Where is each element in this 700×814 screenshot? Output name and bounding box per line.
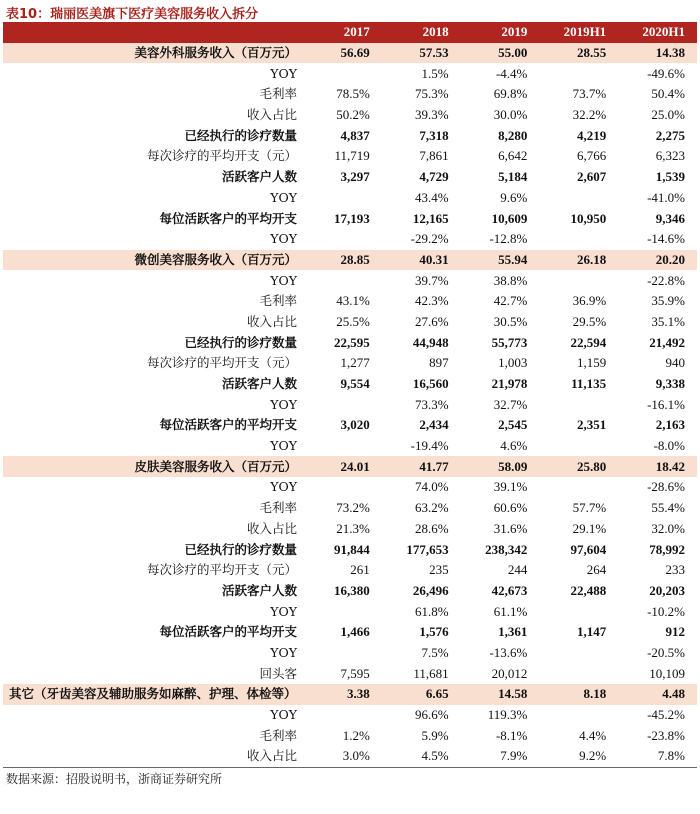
value-cell: 16,560 <box>412 376 449 392</box>
table-row <box>3 581 697 602</box>
value-cell: 3,297 <box>340 169 370 185</box>
value-cell <box>303 394 382 415</box>
value-cell: 9.6% <box>500 189 528 205</box>
row-label: YOY <box>270 272 297 288</box>
table-row <box>3 332 697 353</box>
value-cell: 235 <box>429 562 449 578</box>
value-cell: 36.9% <box>572 293 607 309</box>
table-row <box>3 643 697 664</box>
value-cell: 7.8% <box>657 748 685 764</box>
table-row <box>3 519 697 540</box>
column-header: 2020H1 <box>618 22 697 43</box>
row-label: YOY <box>270 189 297 205</box>
value-cell: 25.80 <box>539 456 618 477</box>
value-cell: 61.1% <box>493 603 528 619</box>
value-cell: 14.58 <box>461 684 540 705</box>
value-cell: 4.4% <box>579 727 607 743</box>
row-label: 活跃客户人数 <box>221 169 297 185</box>
row-label: 每次诊疗的平均开支（元） <box>146 355 297 371</box>
value-cell: 24.01 <box>303 456 382 477</box>
header-label-cell <box>3 22 303 43</box>
table-title: 表10：瑞丽医美旗下医疗美容服务收入拆分 <box>6 7 259 22</box>
value-cell: 26,496 <box>412 582 449 598</box>
value-cell: 10,109 <box>649 665 685 681</box>
value-cell: 6,323 <box>655 148 685 164</box>
value-cell: 238,342 <box>485 541 528 557</box>
table-row <box>3 291 697 312</box>
value-cell: -16.1% <box>647 396 685 412</box>
value-cell <box>303 270 382 291</box>
row-label: YOY <box>270 479 297 495</box>
row-label: 美容外科服务收入（百万元） <box>3 43 303 64</box>
value-cell: 3.38 <box>303 684 382 705</box>
value-cell: 73.3% <box>415 396 449 412</box>
row-label: 皮肤美容服务收入（百万元） <box>3 456 303 477</box>
value-cell: 42.7% <box>493 293 528 309</box>
value-cell: 1,003 <box>498 355 528 371</box>
value-cell: 78.5% <box>336 86 370 102</box>
value-cell: 11,681 <box>413 665 449 681</box>
row-label: 每位活跃客户的平均开支 <box>159 417 297 433</box>
value-cell: 63.2% <box>415 500 449 516</box>
value-cell: -22.8% <box>647 272 685 288</box>
table-row <box>3 208 697 229</box>
value-cell: -45.2% <box>647 707 685 723</box>
row-label: 收入占比 <box>246 313 297 329</box>
value-cell: 244 <box>507 562 528 578</box>
row-label: YOY <box>270 603 297 619</box>
value-cell: 22,594 <box>570 334 607 350</box>
row-label: YOY <box>270 65 297 81</box>
value-cell <box>539 477 618 498</box>
value-cell: 43.4% <box>415 189 449 205</box>
value-cell: 1.5% <box>421 65 449 81</box>
value-cell: 14.38 <box>618 43 697 64</box>
value-cell: 22,595 <box>334 334 370 350</box>
value-cell: 17,193 <box>334 210 370 226</box>
value-cell: 21,492 <box>649 334 685 350</box>
value-cell: 3.0% <box>342 748 370 764</box>
value-cell: 4,837 <box>340 127 370 143</box>
value-cell: 2,351 <box>576 417 607 433</box>
value-cell <box>539 229 618 250</box>
value-cell: 2,607 <box>576 169 607 185</box>
value-cell: 75.3% <box>415 86 449 102</box>
value-cell: 29.1% <box>572 520 607 536</box>
value-cell: 6,642 <box>498 148 528 164</box>
value-cell: -49.6% <box>647 65 685 81</box>
value-cell: 1,147 <box>576 624 607 640</box>
revenue-breakdown-table <box>3 22 697 768</box>
value-cell: 6.65 <box>382 684 461 705</box>
row-label: 每次诊疗的平均开支（元） <box>146 148 297 164</box>
table-row <box>3 270 697 291</box>
value-cell: 29.5% <box>572 313 607 329</box>
table-row <box>3 498 697 519</box>
value-cell: 60.6% <box>493 500 528 516</box>
value-cell: 97,604 <box>570 541 607 557</box>
table-row <box>3 436 697 457</box>
value-cell: 264 <box>586 562 607 578</box>
value-cell: 55,773 <box>491 334 528 350</box>
row-label: 活跃客户人数 <box>221 376 297 392</box>
value-cell: 55.4% <box>651 500 685 516</box>
value-cell: 10,950 <box>570 210 607 226</box>
value-cell <box>303 705 382 726</box>
value-cell <box>539 188 618 209</box>
value-cell: 32.2% <box>572 107 607 123</box>
column-header: 2019 <box>461 22 540 43</box>
value-cell: 42.3% <box>415 293 449 309</box>
value-cell <box>303 601 382 622</box>
value-cell: -23.8% <box>647 727 685 743</box>
value-cell: 1,277 <box>340 355 370 371</box>
value-cell: 56.69 <box>303 43 382 64</box>
value-cell: 4,219 <box>576 127 607 143</box>
table-row <box>3 601 697 622</box>
row-label: 毛利率 <box>259 727 297 743</box>
value-cell: -8.0% <box>653 438 685 454</box>
table-row <box>3 539 697 560</box>
section-row <box>3 684 697 705</box>
value-cell: 20.20 <box>618 250 697 271</box>
row-label: 每次诊疗的平均开支（元） <box>146 562 297 578</box>
value-cell <box>539 601 618 622</box>
value-cell: 1,539 <box>655 169 685 185</box>
value-cell: 8,280 <box>498 127 528 143</box>
row-label: 收入占比 <box>246 748 297 764</box>
value-cell <box>303 436 382 457</box>
value-cell: 4.5% <box>421 748 449 764</box>
row-label: YOY <box>270 231 297 247</box>
row-label: 活跃客户人数 <box>221 582 297 598</box>
value-cell: 50.2% <box>336 107 370 123</box>
row-label: 其它（牙齿美容及辅助服务如麻醉、护理、体检等） <box>3 684 303 705</box>
value-cell: 3,020 <box>340 417 370 433</box>
value-cell: 21,978 <box>491 376 528 392</box>
row-label: YOY <box>270 707 297 723</box>
row-label: 毛利率 <box>259 500 297 516</box>
value-cell <box>539 63 618 84</box>
value-cell: 7,861 <box>419 148 449 164</box>
row-label: YOY <box>270 396 297 412</box>
row-label: 已经执行的诊疗数量 <box>184 541 297 557</box>
section-row <box>3 250 697 271</box>
value-cell: 28.85 <box>303 250 382 271</box>
row-label: 已经执行的诊疗数量 <box>184 127 297 143</box>
row-label: 每位活跃客户的平均开支 <box>159 210 297 226</box>
value-cell: 28.55 <box>539 43 618 64</box>
value-cell: 27.6% <box>415 313 449 329</box>
value-cell: 78,992 <box>649 541 685 557</box>
row-label: 毛利率 <box>259 86 297 102</box>
value-cell: 74.0% <box>415 479 449 495</box>
value-cell: 40.31 <box>382 250 461 271</box>
table-row <box>3 312 697 333</box>
value-cell <box>303 643 382 664</box>
value-cell: -28.6% <box>647 479 685 495</box>
value-cell: 1,466 <box>340 624 370 640</box>
value-cell: 7.9% <box>500 748 528 764</box>
table-row <box>3 353 697 374</box>
value-cell: -29.2% <box>410 231 449 247</box>
value-cell <box>539 436 618 457</box>
value-cell <box>539 663 618 684</box>
value-cell: 69.8% <box>493 86 528 102</box>
value-cell: 32.0% <box>651 520 685 536</box>
table-row <box>3 622 697 643</box>
value-cell <box>539 643 618 664</box>
value-cell: 58.09 <box>461 456 540 477</box>
value-cell: 5.9% <box>421 727 449 743</box>
value-cell <box>303 229 382 250</box>
value-cell <box>539 394 618 415</box>
value-cell: 91,844 <box>334 541 370 557</box>
table-row <box>3 188 697 209</box>
value-cell: 39.7% <box>415 272 449 288</box>
value-cell: 50.4% <box>651 86 685 102</box>
value-cell: -13.6% <box>489 644 528 660</box>
value-cell: 12,165 <box>412 210 449 226</box>
value-cell: 9,554 <box>340 376 370 392</box>
value-cell: -8.1% <box>495 727 528 743</box>
column-header: 2017 <box>303 22 382 43</box>
table-row <box>3 229 697 250</box>
value-cell: 25.0% <box>651 107 685 123</box>
table-row <box>3 63 697 84</box>
value-cell: 940 <box>665 355 685 371</box>
value-cell: 4,729 <box>419 169 449 185</box>
value-cell: 912 <box>665 624 685 640</box>
value-cell: 9,338 <box>655 376 685 392</box>
value-cell: 61.8% <box>415 603 449 619</box>
value-cell: -14.6% <box>647 231 685 247</box>
row-label: 已经执行的诊疗数量 <box>184 334 297 350</box>
value-cell: -4.4% <box>495 65 528 81</box>
table-row <box>3 705 697 726</box>
value-cell: -10.2% <box>647 603 685 619</box>
source-note: 数据来源：招股说明书，浙商证券研究所 <box>6 772 223 786</box>
value-cell: 43.1% <box>336 293 370 309</box>
value-cell: 5,184 <box>498 169 528 185</box>
value-cell: 2,275 <box>655 127 685 143</box>
table-row <box>3 725 697 746</box>
value-cell: 2,545 <box>498 417 528 433</box>
value-cell: 57.7% <box>572 500 607 516</box>
value-cell: 30.0% <box>493 107 528 123</box>
value-cell: 119.3% <box>487 707 528 723</box>
column-header: 2018 <box>382 22 461 43</box>
row-label: 每位活跃客户的平均开支 <box>159 624 297 640</box>
value-cell: 31.6% <box>493 520 528 536</box>
value-cell: 1,361 <box>498 624 528 640</box>
value-cell: 1.2% <box>342 727 370 743</box>
row-label: 毛利率 <box>259 293 297 309</box>
value-cell: 32.7% <box>493 396 528 412</box>
row-label: 收入占比 <box>246 107 297 123</box>
section-row <box>3 43 697 64</box>
value-cell: 2,163 <box>655 417 685 433</box>
value-cell: 9,346 <box>655 210 685 226</box>
table-row <box>3 663 697 684</box>
value-cell: 11,135 <box>571 376 607 392</box>
value-cell <box>303 188 382 209</box>
table-row <box>3 146 697 167</box>
value-cell: 42,673 <box>491 582 528 598</box>
value-cell: -19.4% <box>410 438 449 454</box>
value-cell: 7,595 <box>340 665 370 681</box>
value-cell: 96.6% <box>415 707 449 723</box>
value-cell: 7,318 <box>419 127 449 143</box>
value-cell <box>303 63 382 84</box>
value-cell: 55.00 <box>461 43 540 64</box>
value-cell: -41.0% <box>647 189 685 205</box>
row-label: YOY <box>270 438 297 454</box>
value-cell <box>303 477 382 498</box>
value-cell: 1,159 <box>576 355 607 371</box>
table-row <box>3 84 697 105</box>
value-cell: 39.1% <box>493 479 528 495</box>
value-cell: 28.6% <box>415 520 449 536</box>
value-cell: 44,948 <box>412 334 449 350</box>
value-cell: 35.9% <box>651 293 685 309</box>
value-cell: 6,766 <box>576 148 607 164</box>
value-cell: 9.2% <box>579 748 607 764</box>
value-cell: 1,576 <box>419 624 449 640</box>
value-cell: 35.1% <box>651 313 685 329</box>
row-label: 收入占比 <box>246 520 297 536</box>
table-row <box>3 415 697 436</box>
value-cell: 16,380 <box>334 582 370 598</box>
value-cell: 39.3% <box>415 107 449 123</box>
value-cell: 20,203 <box>649 582 685 598</box>
table-row <box>3 477 697 498</box>
table-row <box>3 746 697 767</box>
value-cell: 177,653 <box>406 541 449 557</box>
section-row <box>3 456 697 477</box>
value-cell: 4.6% <box>500 438 528 454</box>
value-cell: 11,719 <box>334 148 370 164</box>
value-cell: 20,012 <box>491 665 528 681</box>
value-cell: 21.3% <box>336 520 370 536</box>
value-cell: 73.2% <box>336 500 370 516</box>
value-cell: 10,609 <box>491 210 528 226</box>
value-cell: 55.94 <box>461 250 540 271</box>
value-cell: 57.53 <box>382 43 461 64</box>
header-row <box>3 22 697 43</box>
table-row <box>3 374 697 395</box>
column-header: 2019H1 <box>539 22 618 43</box>
value-cell: 18.42 <box>618 456 697 477</box>
value-cell: 261 <box>350 562 370 578</box>
value-cell: 73.7% <box>572 86 607 102</box>
table-row <box>3 560 697 581</box>
value-cell: 7.5% <box>421 644 449 660</box>
value-cell: 25.5% <box>336 313 370 329</box>
table-row <box>3 105 697 126</box>
table-row <box>3 394 697 415</box>
row-label: YOY <box>270 644 297 660</box>
value-cell: 30.5% <box>493 313 528 329</box>
value-cell: 4.48 <box>618 684 697 705</box>
value-cell: 8.18 <box>539 684 618 705</box>
value-cell: 2,434 <box>419 417 449 433</box>
row-label: 微创美容服务收入（百万元） <box>3 250 303 271</box>
value-cell: -12.8% <box>489 231 528 247</box>
value-cell: 38.8% <box>493 272 528 288</box>
value-cell: 233 <box>665 562 685 578</box>
value-cell: 897 <box>429 355 449 371</box>
value-cell: -20.5% <box>647 644 685 660</box>
table-row <box>3 167 697 188</box>
value-cell: 22,488 <box>570 582 607 598</box>
value-cell <box>539 705 618 726</box>
value-cell: 26.18 <box>539 250 618 271</box>
table-row <box>3 125 697 146</box>
row-label: 回头客 <box>259 665 297 681</box>
value-cell: 41.77 <box>382 456 461 477</box>
value-cell <box>539 270 618 291</box>
